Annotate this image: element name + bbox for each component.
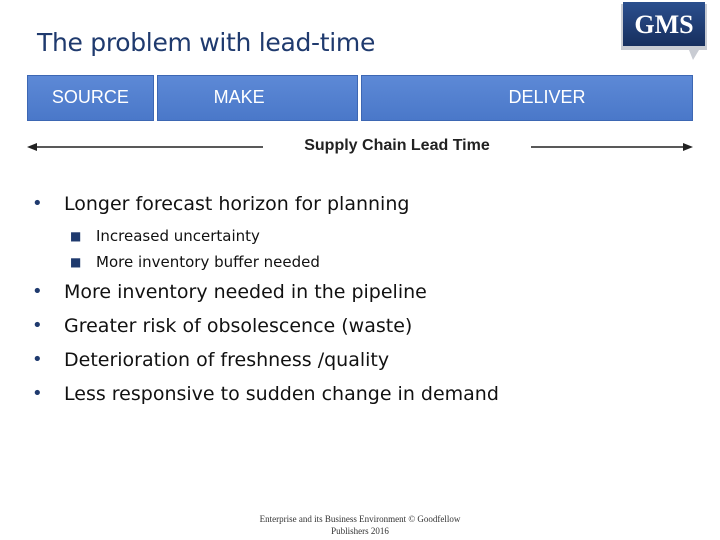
bullet-item xyxy=(32,380,499,408)
bullet-dot-icon: • xyxy=(32,193,43,214)
supply-chain-phases xyxy=(27,75,693,121)
sub-bullet-list xyxy=(32,223,499,275)
logo-text: GMS xyxy=(634,10,694,39)
bullet-dot-icon: • xyxy=(32,383,43,404)
square-bullet-icon: ■ xyxy=(70,229,82,243)
bullet-text: Deterioration of freshness /quality xyxy=(64,349,390,371)
bullet-text: Longer forecast horizon for planning xyxy=(64,193,410,215)
phase-make: MAKE xyxy=(157,75,358,121)
bullet-dot-icon: • xyxy=(32,315,43,336)
sub-bullet-text: Increased uncertainty xyxy=(96,227,260,245)
bullet-item xyxy=(32,190,499,218)
footer-line: Publishers 2016 xyxy=(331,526,389,536)
slide-title: The problem with lead-time xyxy=(37,28,376,57)
sub-bullet-text: More inventory buffer needed xyxy=(96,253,320,271)
bullet-list xyxy=(32,190,499,408)
lead-time-label: Supply Chain Lead Time xyxy=(263,137,531,155)
bullet-text: More inventory needed in the pipeline xyxy=(64,281,427,303)
bullet-item xyxy=(32,312,499,340)
bullet-dot-icon: • xyxy=(32,281,43,302)
phase-deliver: DELIVER xyxy=(361,75,693,121)
phase-source: SOURCE xyxy=(27,75,154,121)
sub-bullet-item xyxy=(32,249,499,275)
arrow-left-icon xyxy=(27,143,37,151)
bullet-dot-icon: • xyxy=(32,349,43,370)
footer-credit xyxy=(230,513,490,537)
square-bullet-icon: ■ xyxy=(70,255,82,269)
footer-line: Enterprise and its Business Environment © Goodfellow xyxy=(259,514,461,524)
bullet-item xyxy=(32,278,499,306)
bullet-text: Less responsive to sudden change in demand xyxy=(64,383,499,405)
arrow-right-icon xyxy=(683,143,693,151)
gms-logo xyxy=(619,0,711,62)
bullet-text: Greater risk of obsolescence (waste) xyxy=(64,315,413,337)
sub-bullet-item xyxy=(32,223,499,249)
bullet-item xyxy=(32,346,499,374)
lead-time-arrow xyxy=(27,135,693,161)
